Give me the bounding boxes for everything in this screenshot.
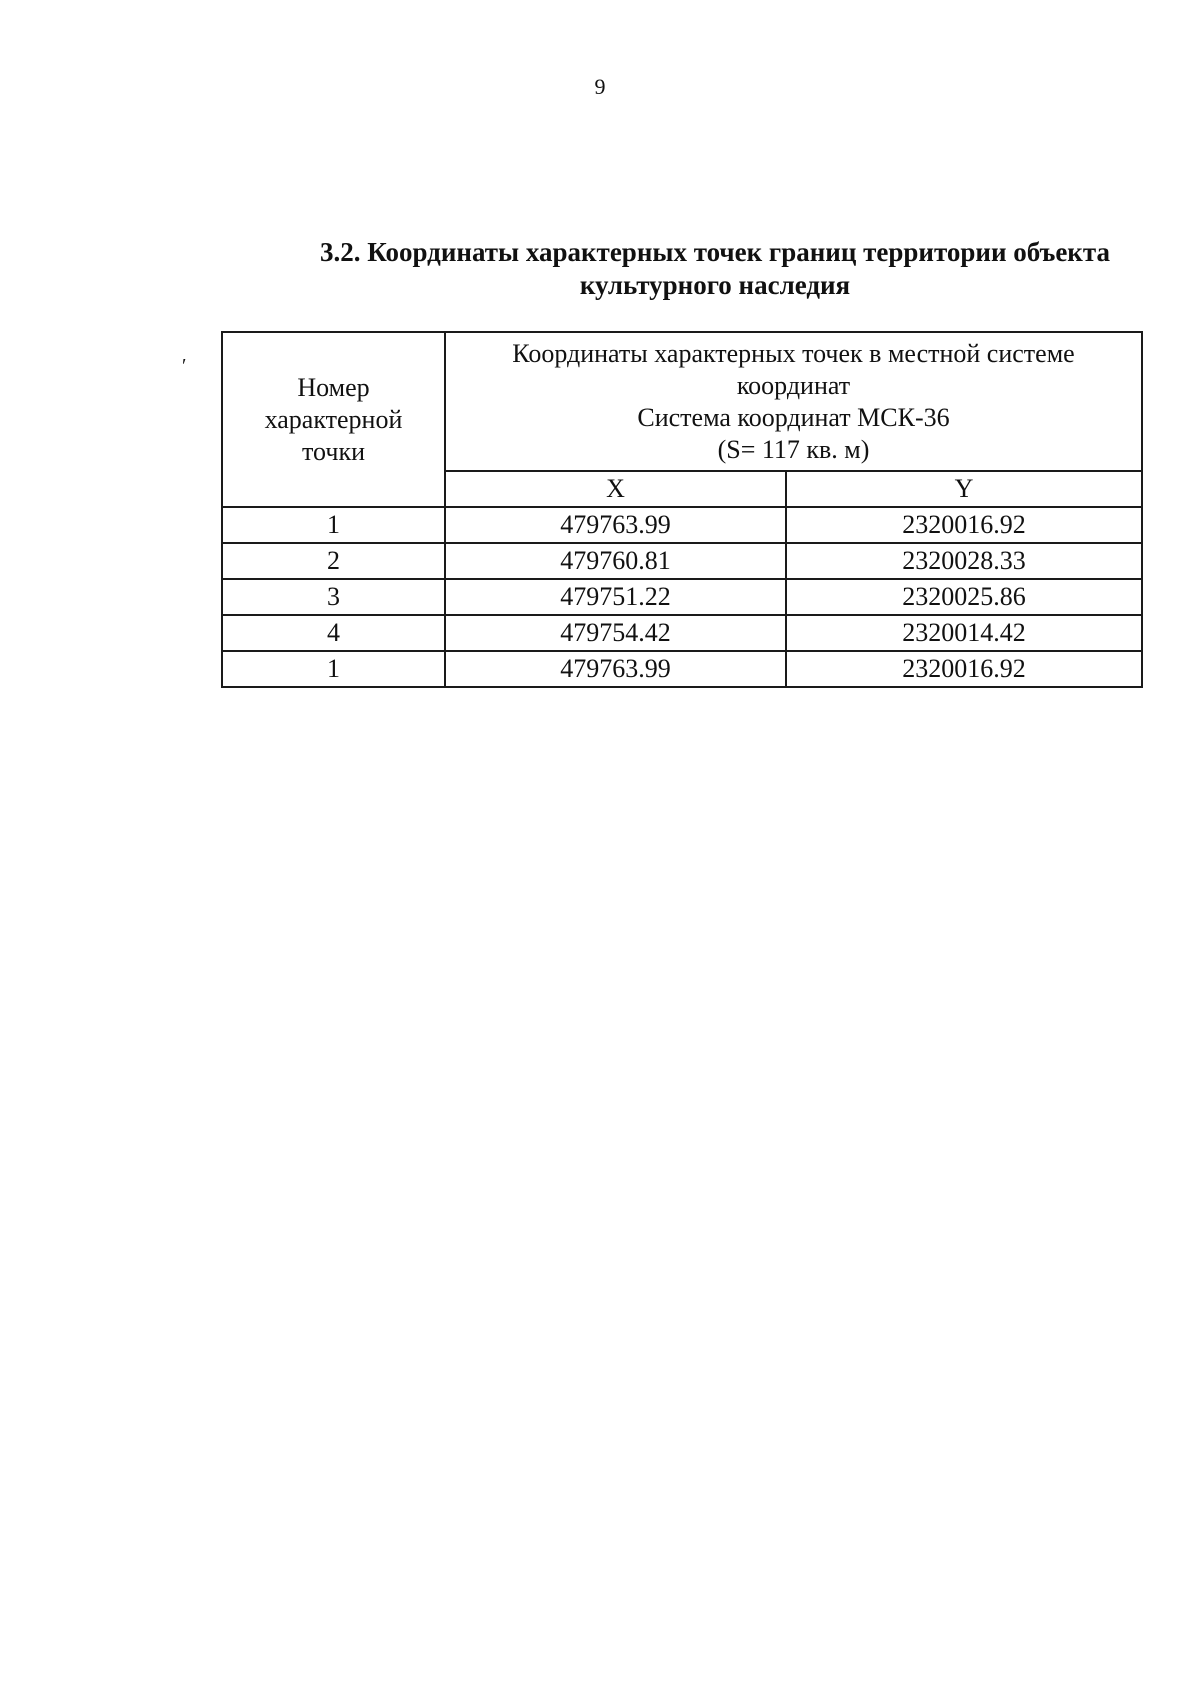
cell-y: 2320014.42	[786, 615, 1142, 651]
cell-x: 479751.22	[445, 579, 786, 615]
header-point-line-2: характерной	[264, 404, 403, 434]
page-number: 9	[594, 74, 606, 99]
cell-point: 1	[222, 651, 445, 687]
cell-point: 3	[222, 579, 445, 615]
header-y: Y	[786, 471, 1142, 507]
cell-x: 479763.99	[445, 507, 786, 543]
cell-x: 479760.81	[445, 543, 786, 579]
table-row	[222, 651, 1142, 687]
header-group-line-3: Система координат МСК-36	[637, 402, 950, 432]
table-row	[222, 543, 1142, 579]
cell-point: 1	[222, 507, 445, 543]
cell-y: 2320025.86	[786, 579, 1142, 615]
cell-point: 2	[222, 543, 445, 579]
cell-x: 479763.99	[445, 651, 786, 687]
header-x: X	[445, 471, 786, 507]
header-point-line-3: точки	[302, 436, 365, 466]
cell-x: 479754.42	[445, 615, 786, 651]
header-point-number	[222, 332, 445, 507]
header-group-line-1: Координаты характерных точек в местной системе	[512, 338, 1075, 368]
header-group-line-2: координат	[736, 370, 851, 400]
coordinates-table	[221, 331, 1143, 688]
header-point-line-1: Номер	[297, 372, 370, 402]
cell-point: 4	[222, 615, 445, 651]
table-row	[222, 507, 1142, 543]
cell-y: 2320016.92	[786, 651, 1142, 687]
cell-y: 2320028.33	[786, 543, 1142, 579]
header-coordinates-group	[445, 332, 1142, 471]
section-title-line-1: 3.2. Координаты характерных точек границ территории объекта	[320, 237, 1110, 267]
section-title	[285, 236, 1145, 302]
table-row	[222, 615, 1142, 651]
cell-y: 2320016.92	[786, 507, 1142, 543]
table-row	[222, 579, 1142, 615]
stray-mark: ′	[182, 355, 187, 377]
header-group-line-4: (S= 117 кв. м)	[717, 434, 870, 464]
section-title-line-2: культурного наследия	[579, 270, 851, 300]
